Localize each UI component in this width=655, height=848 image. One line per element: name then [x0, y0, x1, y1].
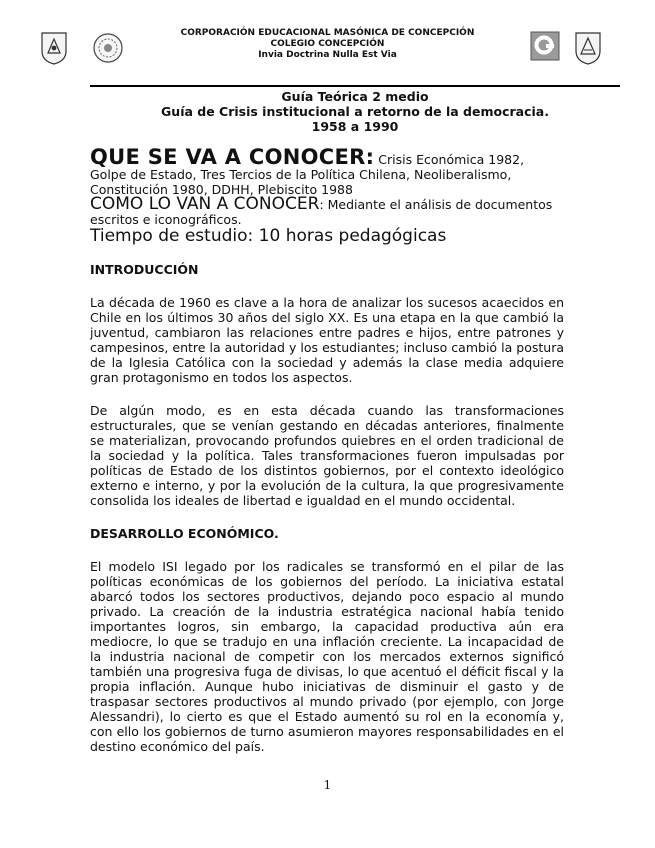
institution-line-2: COLEGIO CONCEPCIÓN — [270, 39, 385, 49]
guide-body — [90, 145, 564, 754]
economic-paragraph-1: El modelo ISI legado por los radicales se transformó en el pilar de las políticas económicas de los gobiernos del período. La iniciativa estatal abarcó todos los sectores productivos, dejando poco espacio al mundo privado. La creación de la industria estratégica nacional había tenido importantes logros, sin embargo, la capacidad productiva aún era mediocre, lo que se tradujo en una inflación creciente. La incapacidad de la industria nacional de competir con los mercados externos significó también una progresiva fuga de divisas, lo que acentuó el déficit fiscal y la propia inflación. Aunque hubo iniciativas de disminuir el gasto y de traspasar sectores productivos al mundo privado (por ejemplo, con Jorge Alessandri), lo cierto es que el Estado aumentó su rol en la economía y, con ello los gobiernos de turno asumieron mayores responsabilidades en el destino económico del país. — [90, 559, 564, 754]
guide-titles — [90, 89, 620, 134]
institution-name — [140, 28, 515, 61]
guide-title-1: Guía Teórica 2 medio — [281, 89, 429, 104]
what-to-learn-text: Crisis Económica 1982, Golpe de Estado, Tres Tercios de la Política Chilena, Neoliberalismo, Constitución 1980, DDHH, Plebiscito 1988 — [90, 152, 525, 197]
seal-logo — [92, 32, 124, 64]
how-to-learn — [90, 194, 564, 227]
masonic-emblem-logo — [40, 31, 68, 65]
what-to-learn — [90, 145, 564, 197]
introduction-paragraph-2: De algún modo, es en esta década cuando las transformaciones estructurales, que se venían gestando en décadas anteriores, finalmente se materializan, provocando profundos quiebres en el orden tradicional de la sociedad y la política. Tales transformaciones fueron impulsadas por políticas de Estado de los distintos gobiernos, por el contexto ideológico externo e interno, y por la evolución de la cultura, la que progresivamente consolida los ideales de libertad e igualdad en el mundo occidental. — [90, 403, 564, 508]
institution-line-1: CORPORACIÓN EDUCACIONAL MASÓNICA DE CONCEPCIÓN — [180, 28, 475, 38]
institution-motto: Invia Doctrina Nulla Est Via — [258, 50, 397, 60]
page-number: 1 — [323, 778, 332, 792]
study-time: Tiempo de estudio: 10 horas pedagógicas — [90, 226, 447, 246]
introduction-heading: INTRODUCCIÓN — [90, 262, 199, 277]
guide-title-2: Guía de Crisis institucional a retorno de la democracia. — [161, 104, 549, 119]
header-divider — [90, 85, 620, 87]
guide-title-3: 1958 a 1990 — [311, 119, 399, 134]
how-to-learn-heading: COMO LO VAN A CONOCER — [90, 194, 320, 214]
how-to-learn-text: : Mediante el análisis de documentos escritos e iconográficos. — [90, 197, 553, 227]
introduction-paragraph-1: La década de 1960 es clave a la hora de analizar los sucesos acaecidos en Chile en los últimos 30 años del siglo XX. Es una etapa en la que cambió la juventud, cambiaron las relaciones entre padres e hijos, entre patrones y campesinos, entre la autoridad y los estudiantes; incluso cambió la postura de la Iglesia Católica con la sociedad y además la clase media adquiere gran protagonismo en todos los aspectos. — [90, 295, 564, 385]
triangle-emblem-logo — [574, 31, 602, 65]
economic-heading: DESARROLLO ECONÓMICO. — [90, 526, 279, 541]
what-to-learn-heading: QUE SE VA A CONOCER: — [90, 145, 375, 169]
g-logo — [530, 31, 560, 61]
page-header — [0, 26, 655, 86]
